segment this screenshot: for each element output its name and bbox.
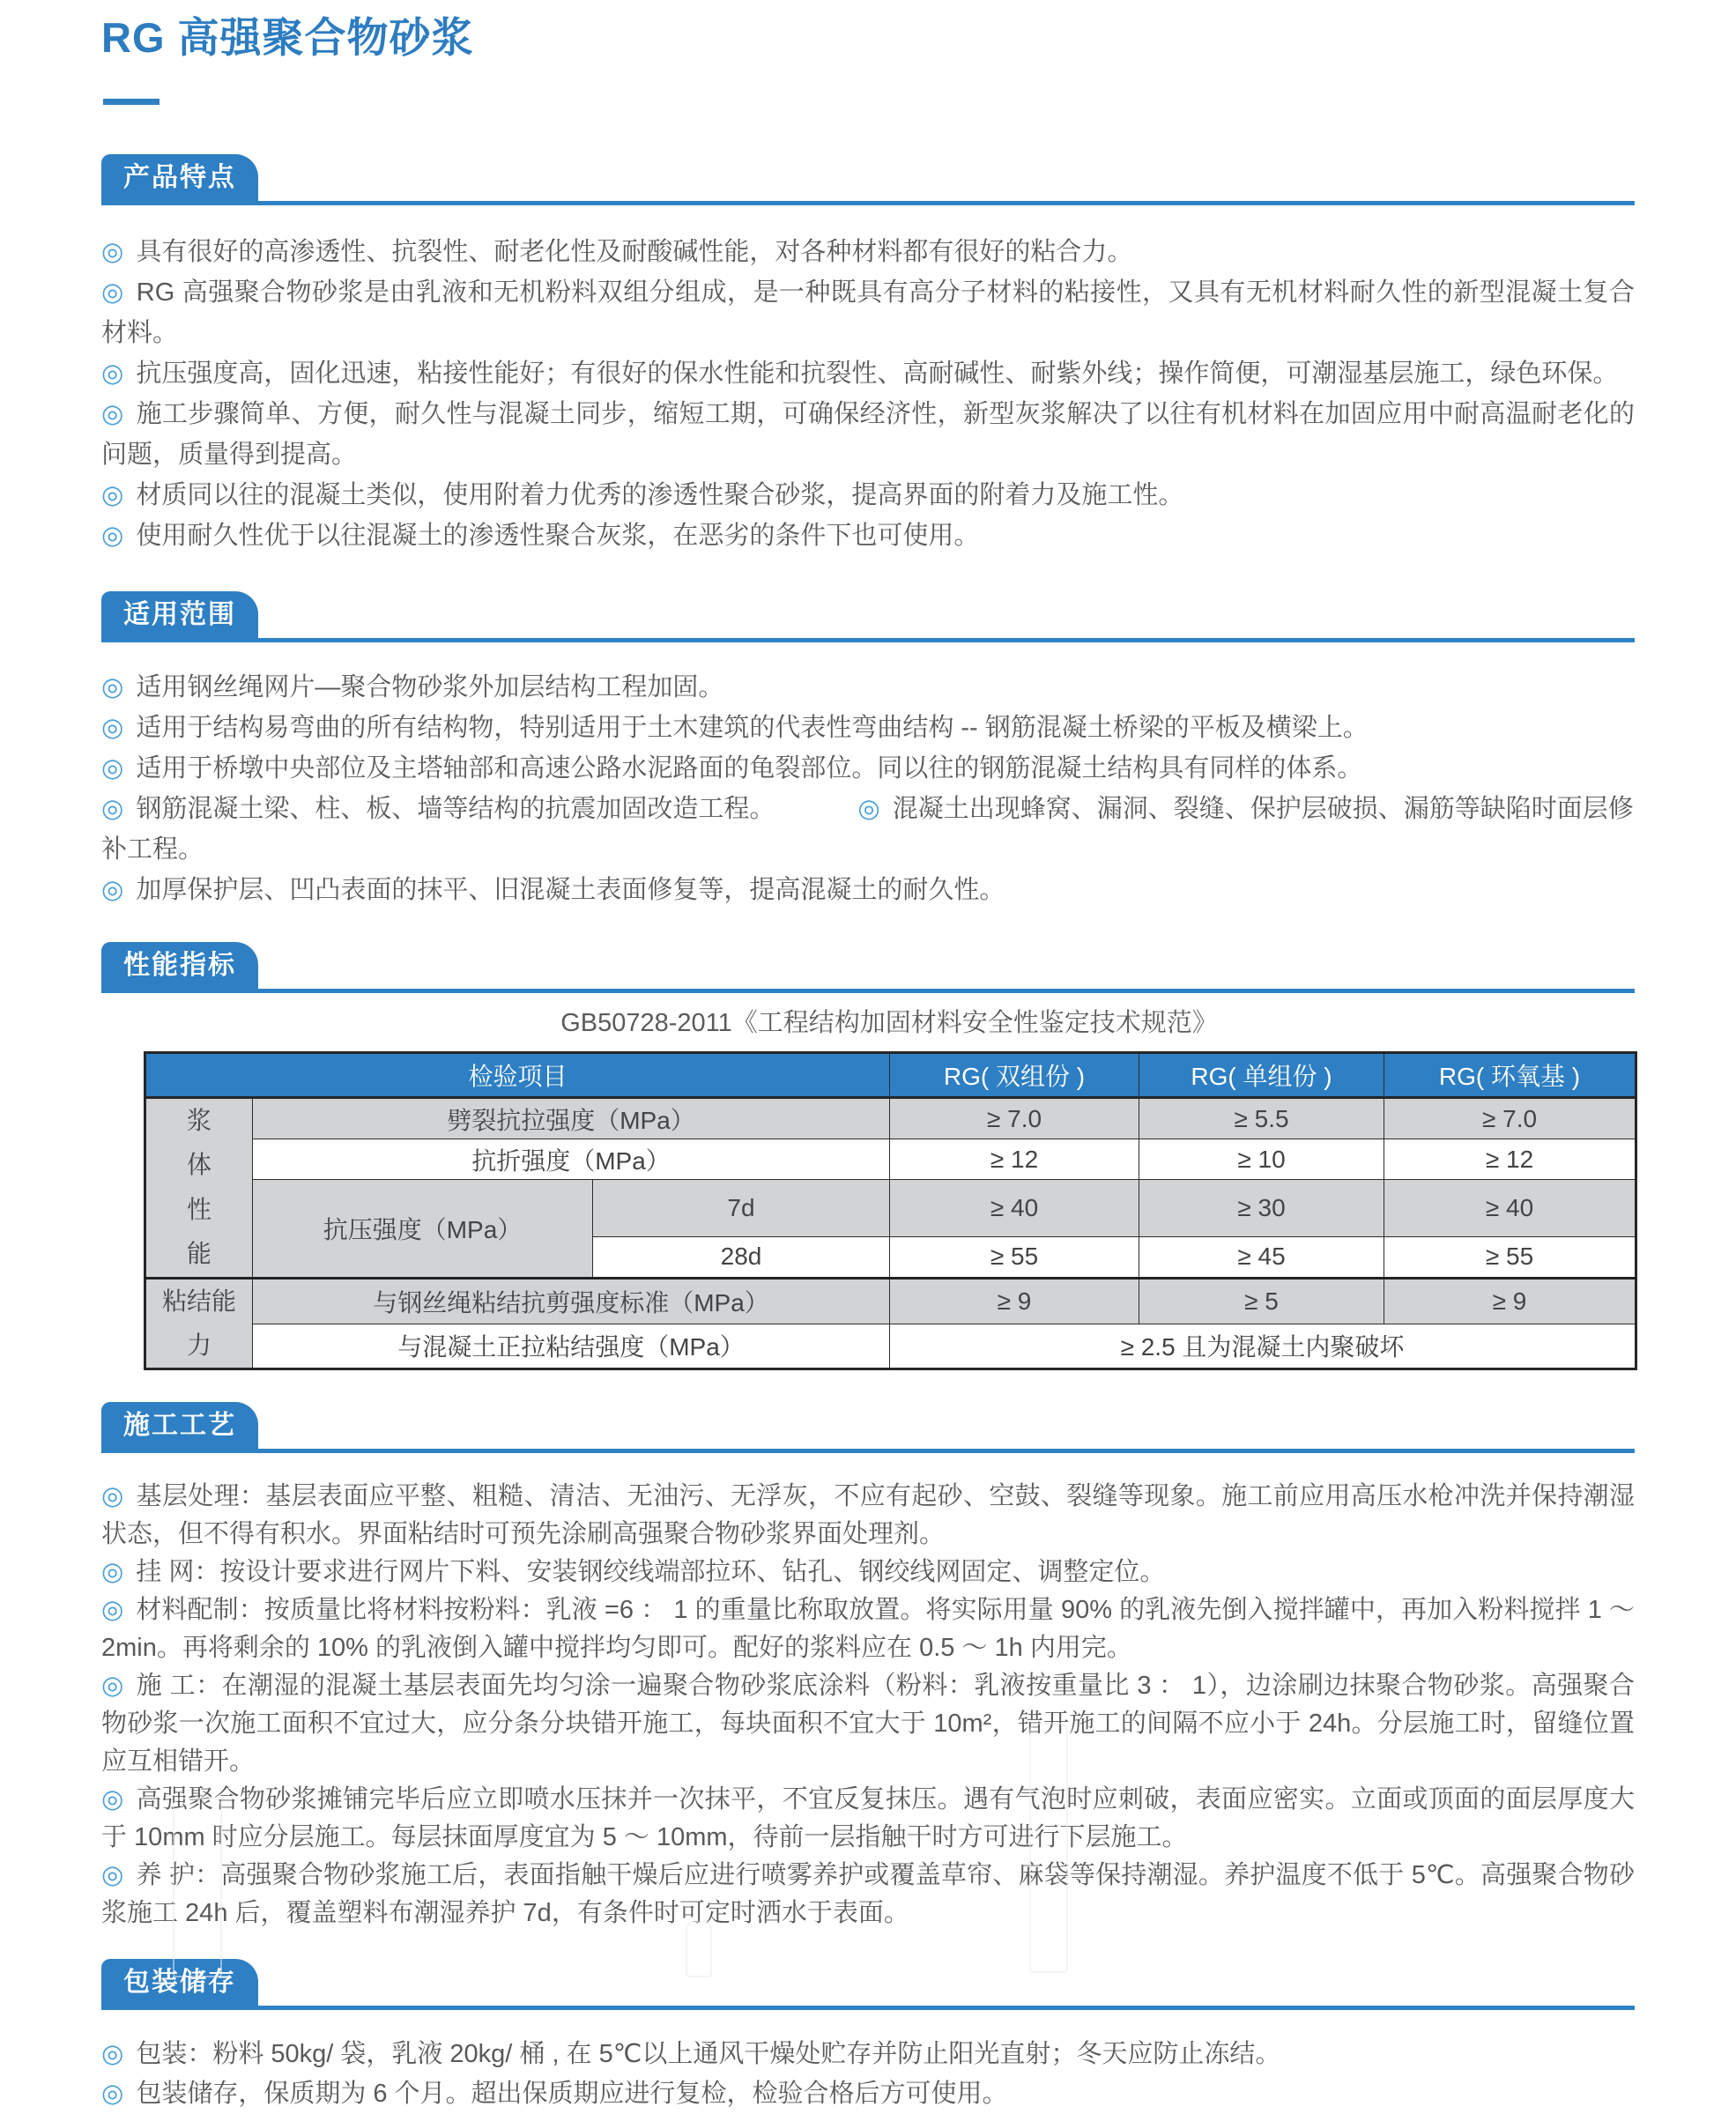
bullet-icon: ◎: [101, 754, 124, 783]
section-badge-packaging: 包装储存: [101, 1959, 258, 2006]
list-item: [101, 1478, 1635, 1554]
list-item: [101, 232, 1635, 272]
cell-splitting-v1: ≥ 7.0: [890, 1098, 1139, 1139]
table-row-compressive-7d: [145, 1180, 1636, 1237]
list-item-text: 具有很好的高渗透性、抗裂性、耐老化性及耐酸碱性能，对各种材料都有很好的粘合力。: [136, 238, 1133, 267]
table-row-tensile-bond: [145, 1324, 1636, 1369]
bullet-icon: ◎: [101, 278, 124, 308]
group-label-slurry: 浆体性能: [186, 1107, 211, 1268]
bullet-icon: ◎: [101, 1596, 124, 1625]
list-item-text: 混凝土出现蜂窝、漏洞、裂缝、保护层破损、漏筋等缺陷时面层修补工程。: [101, 795, 1634, 864]
cell-tensile-bond-label: 与混凝土正拉粘结强度（MPa）: [253, 1324, 890, 1369]
list-item: [101, 1857, 1635, 1932]
cell-compressive-sub-28d: 28d: [593, 1236, 890, 1278]
table-row-shear-bond: [145, 1278, 1636, 1324]
cell-compressive-7d-v1: ≥ 40: [890, 1180, 1139, 1237]
section-process-body: [101, 1478, 1635, 1932]
list-item-text: 材料配制：按质量比将材料按粉料：乳液 =6 ： 1 的重量比称取放置。将实际用量 90% 的乳液先倒入搅拌罐中，再加入粉料搅拌 1 ～ 2min。再将剩余的 10% 的乳液倒入罐中搅拌均匀即可。配好的浆料应在 0.5 ～ 1h 内用完。: [101, 1596, 1635, 1663]
section-features: [101, 154, 1635, 556]
section-badge-features: 产品特点: [101, 154, 258, 201]
cell-shear-v3: ≥ 9: [1384, 1278, 1636, 1324]
bullet-icon: ◎: [101, 1861, 124, 1890]
list-item-left: [101, 795, 775, 823]
section-badge-performance: 性能指标: [101, 942, 258, 989]
list-item: [101, 1667, 1635, 1781]
cell-compressive-28d-v3: ≥ 55: [1384, 1236, 1636, 1278]
list-item-text: 适用钢丝绳网片—聚合物砂浆外加层结构工程加固。: [136, 673, 724, 702]
bullet-icon: ◎: [101, 1785, 124, 1814]
performance-table: [144, 1051, 1637, 1370]
section-packaging: [101, 1959, 1635, 2114]
header-cell-item: 检验项目: [145, 1053, 890, 1098]
list-item-text: 抗压强度高，固化迅速，粘接性能好；有很好的保水性能和抗裂性、高耐碱性、耐紫外线；操作简便，可潮湿基层施工，绿色环保。: [136, 360, 1619, 389]
section-process-header: [101, 1402, 1635, 1453]
bullet-icon: ◎: [101, 481, 124, 510]
cell-compressive-7d-v3: ≥ 40: [1384, 1180, 1636, 1237]
bullet-icon: ◎: [101, 876, 124, 905]
cell-flexural-v1: ≥ 12: [890, 1139, 1139, 1180]
cell-flexural-v3: ≥ 12: [1384, 1139, 1636, 1180]
list-item: [101, 475, 1635, 516]
list-item: [101, 667, 1635, 708]
watermark-ghost: [173, 1798, 222, 1977]
cell-tensile-bond-merged: ≥ 2.5 且为混凝土内聚破坏: [890, 1324, 1636, 1369]
bullet-icon: ◎: [101, 360, 124, 389]
list-item-text: 适用于结构易弯曲的所有结构物，特别适用于土木建筑的代表性弯曲结构 -- 钢筋混凝土桥梁的平板及横梁上。: [136, 714, 1369, 743]
list-item-text: 基层处理：基层表面应平整、粗糙、清洁、无油污、无浮灰，不应有起砂、空鼓、裂缝等现象。施工前应用高压水枪冲洗并保持潮湿状态，但不得有积水。界面粘结时可预先涂刷高强聚合物砂浆界面处理剂。: [101, 1482, 1635, 1549]
watermark-ghost: [1029, 1723, 1068, 1973]
list-item-text: 养 护：高强聚合物砂浆施工后，表面指触干燥后应进行喷雾养护或覆盖草帘、麻袋等保持潮湿。养护温度不低于 5℃。高强聚合物砂浆施工 24h 后，覆盖塑料布潮湿养护 7d，有条件时可定时洒水于表面。: [101, 1861, 1635, 1928]
list-item: [101, 2074, 1635, 2114]
section-packaging-body: [101, 2035, 1635, 2114]
bullet-icon: ◎: [101, 673, 124, 702]
header-cell-rg-epoxy: RG( 环氧基 ): [1384, 1053, 1636, 1098]
section-packaging-header: [101, 1959, 1635, 2010]
header-cell-rg-two-component: RG( 双组份 ): [890, 1053, 1139, 1098]
list-item: [101, 870, 1635, 910]
page-title: RG 高强聚合物砂浆: [101, 14, 474, 61]
bullet-icon: ◎: [101, 2040, 124, 2069]
list-item: [101, 272, 1635, 353]
bullet-icon: ◎: [101, 795, 124, 824]
cell-splitting-v2: ≥ 5.5: [1139, 1098, 1384, 1139]
cell-compressive-28d-v2: ≥ 45: [1139, 1236, 1384, 1278]
list-item-text: 高强聚合物砂浆摊铺完毕后应立即喷水压抹并一次抹平，不宜反复抹压。遇有气泡时应刺破，表面应密实。立面或顶面的面层厚度大于 10mm 时应分层施工。每层抹面厚度宜为 5 ～ 10mm，待前一层指触干时方可进行下层施工。: [101, 1785, 1635, 1852]
list-item-dual: [101, 789, 1635, 870]
cell-shear-v2: ≥ 5: [1139, 1278, 1384, 1324]
list-item: [101, 1781, 1635, 1857]
table-row-flexural: [145, 1139, 1636, 1180]
list-item-text: 包装储存，保质期为 6 个月。超出保质期应进行复检，检验合格后方可使用。: [136, 2080, 1008, 2109]
bullet-icon: ◎: [101, 522, 124, 551]
section-process: [101, 1402, 1635, 1932]
list-item-text: 包装：粉料 50kg/ 袋，乳液 20kg/ 桶 , 在 5℃以上通风干燥处贮存并防止阳光直射；冬天应防止冻结。: [136, 2040, 1281, 2069]
bullet-icon: ◎: [101, 1482, 124, 1511]
bullet-icon: ◎: [101, 400, 124, 429]
cell-splitting-v3: ≥ 7.0: [1384, 1098, 1636, 1139]
section-features-body: [101, 232, 1635, 556]
header-cell-rg-one-component: RG( 单组份 ): [1139, 1053, 1384, 1098]
list-item-text: 挂 网：按设计要求进行网片下料、安装钢绞线端部拉环、钻孔、钢绞线网固定、调整定位。: [136, 1558, 1166, 1587]
list-item: [101, 353, 1635, 394]
section-performance: [101, 942, 1635, 1370]
list-item-text: 施 工：在潮湿的混凝土基层表面先均匀涂一遍聚合物砂浆底涂料（粉料：乳液按重量比 3 ： 1），边涂刷边抹聚合物砂浆。高强聚合物砂浆一次施工面积不宜过大，应分条分块错开施工，每块面积不宜大于 10m²，错开施工的间隔不应小于 24h。分层施工时，留缝位置应互相错开。: [101, 1672, 1635, 1777]
list-item-text: 材质同以往的混凝土类似，使用附着力优秀的渗透性聚合砂浆，提高界面的附着力及施工性。: [136, 481, 1184, 510]
watermark-ghost: [686, 1921, 712, 1977]
list-item: [101, 748, 1635, 789]
list-item-text: 适用于桥墩中央部位及主塔轴部和高速公路水泥路面的龟裂部位。同以往的钢筋混凝土结构具有同样的体系。: [136, 754, 1363, 783]
table-row-splitting-tensile: [145, 1098, 1636, 1139]
table-header-row: [145, 1053, 1636, 1098]
list-item: [101, 394, 1635, 475]
list-item-text: 加厚保护层、凹凸表面的抹平、旧混凝土表面修复等，提高混凝土的耐久性。: [136, 876, 1005, 905]
bullet-icon: ◎: [101, 1558, 124, 1587]
bullet-icon: ◎: [101, 2080, 124, 2109]
list-item: [101, 708, 1635, 748]
table-caption: GB50728-2011《工程结构加固材料安全性鉴定技术规范》: [560, 1009, 1218, 1038]
cell-compressive-28d-v1: ≥ 55: [890, 1236, 1139, 1278]
section-performance-header: [101, 942, 1635, 993]
section-badge-process: 施工工艺: [101, 1402, 258, 1449]
list-item-text: 钢筋混凝土梁、柱、板、墙等结构的抗震加固改造工程。: [136, 795, 775, 824]
list-item-text: RG 高强聚合物砂浆是由乳液和无机粉料双组分组成，是一种既具有高分子材料的粘接性，又具有无机材料耐久性的新型混凝土复合材料。: [101, 278, 1635, 348]
bullet-icon: ◎: [101, 714, 124, 743]
bullet-icon: ◎: [101, 1672, 124, 1701]
cell-flexural-label: 抗折强度（MPa）: [253, 1139, 890, 1180]
cell-shear-label: 与钢丝绳粘结抗剪强度标准（MPa）: [253, 1278, 890, 1324]
list-item-text: 施工步骤简单、方便，耐久性与混凝土同步，缩短工期，可确保经济性，新型灰浆解决了以往有机材料在加固应用中耐高温耐老化的问题，质量得到提高。: [101, 400, 1635, 470]
bullet-icon: ◎: [101, 238, 124, 267]
cell-splitting-label: 劈裂抗拉强度（MPa）: [253, 1098, 890, 1139]
cell-flexural-v2: ≥ 10: [1139, 1139, 1384, 1180]
bullet-icon: ◎: [857, 795, 880, 824]
section-scope-header: [101, 591, 1635, 642]
list-item: [101, 1554, 1635, 1591]
section-features-header: [101, 154, 1635, 205]
cell-compressive-sub-7d: 7d: [593, 1180, 890, 1237]
cell-compressive-label: 抗压强度（MPa）: [253, 1180, 593, 1279]
section-scope-body: [101, 667, 1635, 910]
title-underline: [103, 99, 160, 105]
list-item: [101, 2035, 1635, 2074]
group-label-bond: 粘结能力: [161, 1287, 236, 1359]
cell-compressive-7d-v2: ≥ 30: [1139, 1180, 1384, 1237]
group-cell-bond: [145, 1278, 253, 1369]
list-item-text: 使用耐久性优于以往混凝土的渗透性聚合灰浆，在恶劣的条件下也可使用。: [136, 522, 980, 551]
list-item: [101, 516, 1635, 556]
section-scope: [101, 591, 1635, 910]
section-badge-scope: 适用范围: [101, 591, 258, 638]
group-cell-slurry: [145, 1098, 253, 1279]
cell-shear-v1: ≥ 9: [890, 1278, 1139, 1324]
list-item: [101, 1591, 1635, 1667]
